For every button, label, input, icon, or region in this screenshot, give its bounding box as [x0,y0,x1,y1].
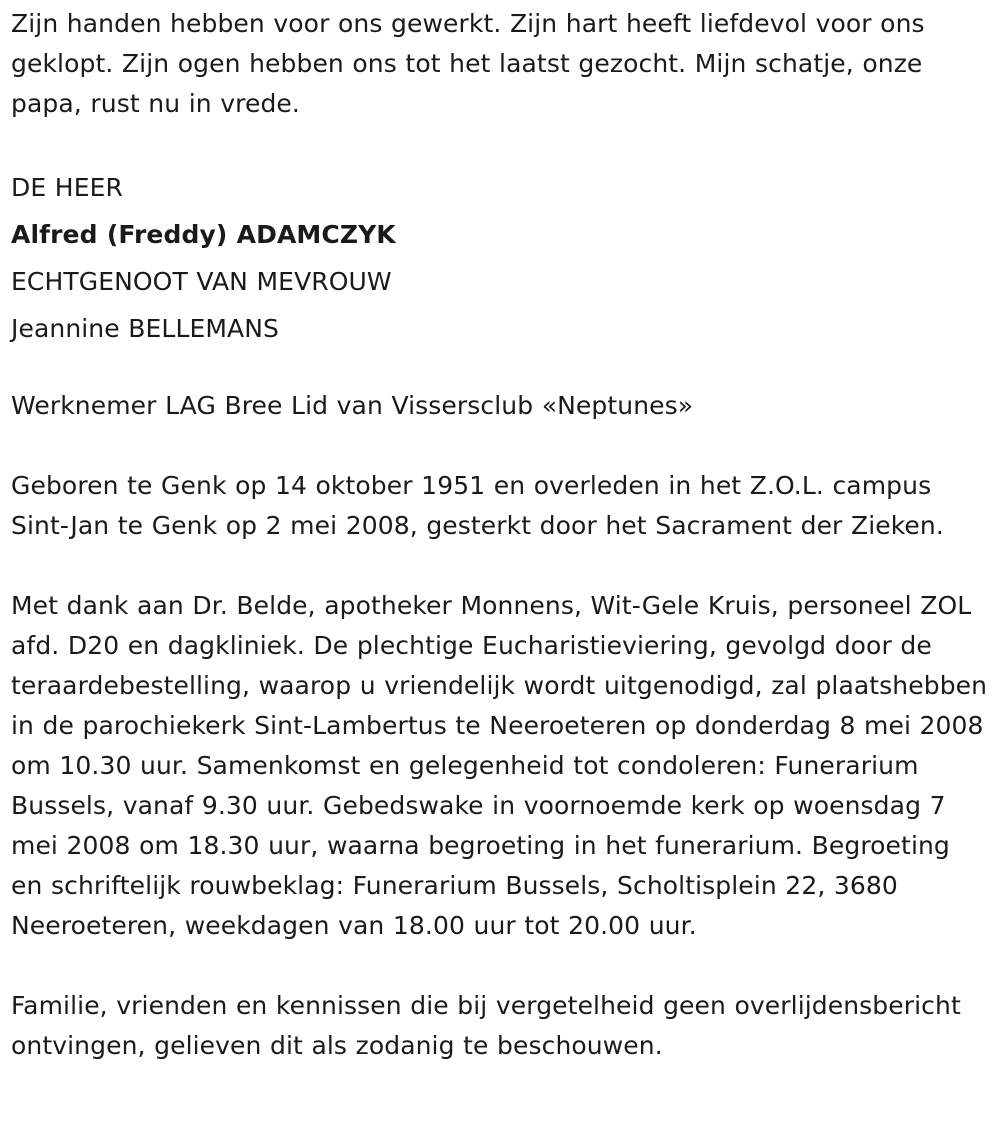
service-details-paragraph: Met dank aan Dr. Belde, apotheker Monnens, Wit-Gele Kruis, personeel ZOL afd. D20 en dagkliniek. De plechtige Eucharistieviering, gevolgd door de teraardebestelling, waarop u vriendelijk wordt uitgenodigd, zal plaatshebben in de parochiekerk Sint-Lambertus te Neeroeteren op donderdag 8 mei 2008 om 10.30 uur. Samenkomst en gelegenheid tot condoleren: Funerarium Bussels, vanaf 9.30 uur. Gebedswake in voornoemde kerk op woensdag 7 mei 2008 om 18.30 uur, waarna begroeting in het funerarium. Begroeting en schriftelijk rouwbeklag: Funerarium Bussels, Scholtisplein 22, 3680 Neeroeteren, weekdagen van 18.00 uur tot 20.00 uur. [11,591,988,940]
spacer [11,546,988,586]
spouse-title: ECHTGENOOT VAN MEVROUW [11,267,392,296]
title-line: DE HEER [11,173,123,202]
birth-death-paragraph: Geboren te Genk op 14 oktober 1951 en overleden in het Z.O.L. campus Sint-Jan te Genk op 2 mei 2008, gesterkt door het Sacrament der Zieken. [11,471,944,540]
spacer [11,946,988,986]
occupation-line: Werknemer LAG Bree Lid van Vissersclub «Neptunes» [11,391,694,420]
spacer [11,124,988,164]
spacer [11,352,988,386]
deceased-name: Alfred (Freddy) ADAMCZYK [11,220,396,249]
spacer [11,426,988,466]
closing-paragraph: Familie, vrienden en kennissen die bij vergetelheid geen overlijdensbericht ontvingen, gelieven dit als zodanig te beschouwen. [11,991,961,1060]
spouse-name: Jeannine BELLEMANS [11,314,280,343]
intro-paragraph: Zijn handen hebben voor ons gewerkt. Zijn hart heeft liefdevol voor ons geklopt. Zijn ogen hebben ons tot het laatst gezocht. Mijn schatje, onze papa, rust nu in vrede. [11,9,925,118]
